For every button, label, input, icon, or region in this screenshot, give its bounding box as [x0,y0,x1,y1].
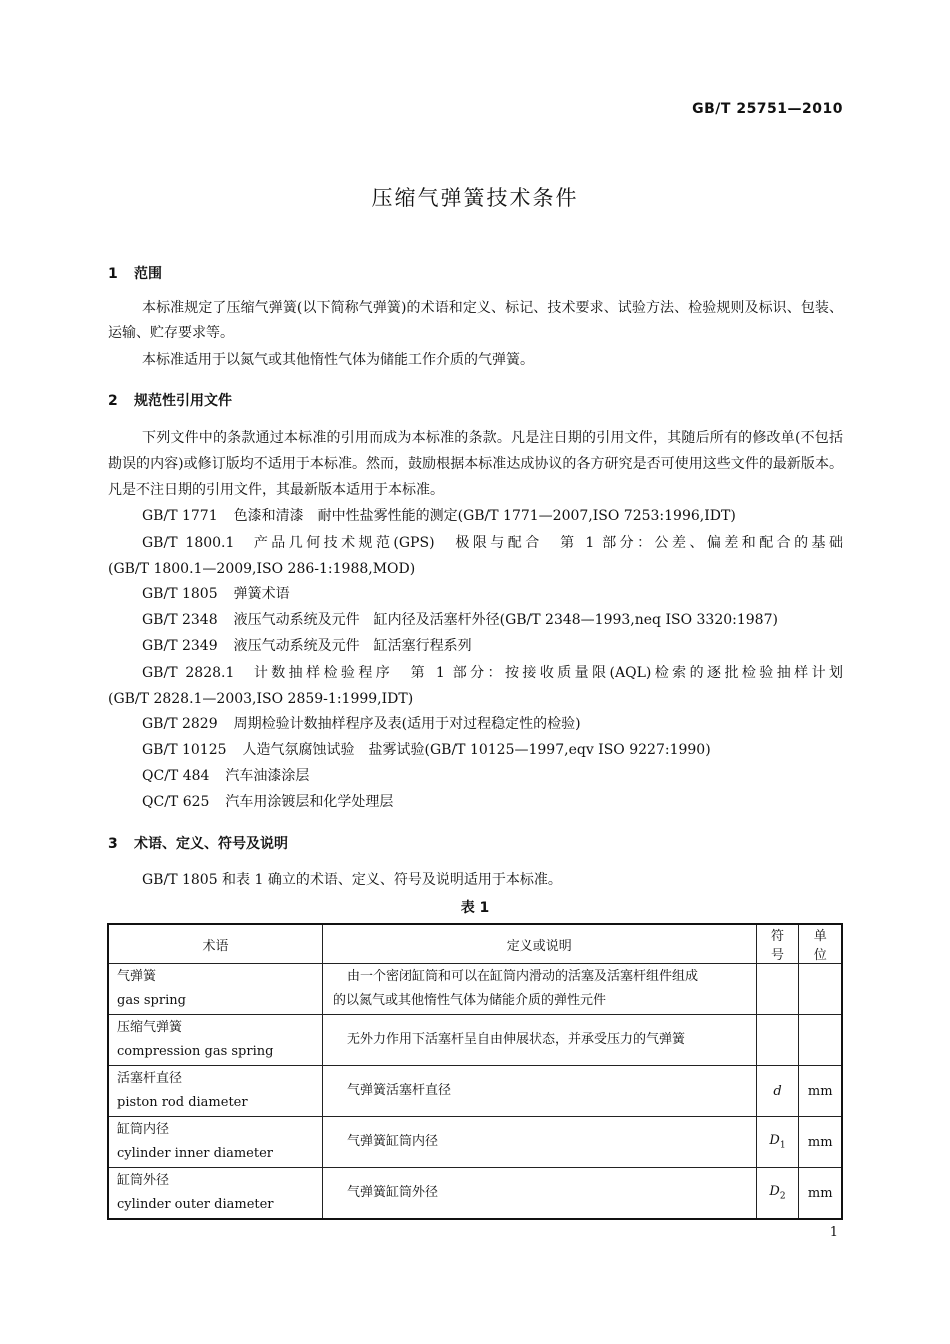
table-row [108,1168,842,1220]
section-2-heading [108,390,232,410]
definition-line: 的以氮气或其他惰性气体为储能介质的弹性元件 [333,993,607,1008]
term-english: cylinder outer diameter [117,1197,274,1212]
symbol-cell [756,1015,799,1066]
section-title: 术语、定义、符号及说明 [134,836,288,852]
term-english: compression gas spring [117,1044,274,1059]
reference-code: GB/T 1771 [142,508,218,524]
term-chinese: 压缩气弹簧 [117,1020,183,1035]
reference-continuation: (GB/T 1800.1—2009,ISO 286-1:1988,MOD) [108,561,416,577]
reference-title: 弹簧术语 [233,586,290,602]
section-2-paragraph-1: 下列文件中的条款通过本标准的引用而成为本标准的条款。凡是注日期的引用文件，其随后所有的修改单(不包括勘误的内容)或修订版均不适用于本标准。然而，鼓励根据本标准达成协议的各方研究是否可使用这些文件的最新版本。凡是不注日期的引用文件，其最新版本适用于本标准。 [108,430,843,498]
reference-title: 汽车油漆涂层 [225,768,310,784]
definition-cell [323,1015,756,1066]
term-chinese: 缸筒外径 [117,1173,170,1188]
section-3-paragraph-1: GB/T 1805 和表 1 确立的术语、定义、符号及说明适用于本标准。 [142,872,562,888]
standard-code: GB/T 25751—2010 [692,101,843,117]
table-row [108,1015,842,1066]
section-1-heading [108,263,162,283]
symbol-cell [756,1168,799,1220]
section-1-paragraph-1: 本标准规定了压缩气弹簧(以下简称气弹簧)的术语和定义、标记、技术要求、试验方法、检验规则及标识、包装、运输、贮存要求等。 [108,300,843,341]
term-english: cylinder inner diameter [117,1146,273,1161]
definition-cell [323,964,756,1015]
term-cell [108,964,323,1015]
section-number: 1 [108,266,118,282]
unit-cell [799,1015,842,1066]
table-row [108,1066,842,1117]
symbol-subscript: 1 [779,1140,786,1151]
definition-cell [323,1117,756,1168]
symbol: d [773,1083,782,1099]
reference-title: 产品几何技术规范(GPS) 极限与配合 第 1 部分：公差、偏差和配合的基础 [250,535,843,551]
definition-cell [323,1066,756,1117]
term-chinese: 气弹簧 [117,969,157,984]
term-chinese: 活塞杆直径 [117,1071,183,1086]
term-english: gas spring [117,993,186,1008]
reference-item [142,504,736,529]
term-cell [108,1117,323,1168]
terms-table [107,923,843,1220]
reference-item [142,790,393,815]
term-english: piston rod diameter [117,1095,248,1110]
reference-item [142,764,309,789]
table-row [108,964,842,1015]
reference-item [142,608,778,633]
symbol-cell [756,964,799,1015]
unit-cell: mm [799,1168,842,1220]
definition-line: 气弹簧活塞杆直径 [347,1083,452,1098]
reference-code: GB/T 2349 [142,638,218,654]
table-header-row [108,924,842,964]
reference-title: 计数抽样检验程序 第 1 部分：按接收质量限(AQL)检索的逐批检验抽样计划 [250,665,843,681]
section-3-heading [108,833,288,853]
reference-code: GB/T 1805 [142,586,218,602]
symbol: D [769,1184,780,1200]
column-header: 定义或说明 [323,924,756,964]
section-title: 规范性引用文件 [134,393,232,409]
symbol-cell [756,1117,799,1168]
definition-line: 气弹簧缸筒外径 [347,1185,439,1200]
reference-title: 液压气动系统及元件 缸活塞行程系列 [233,638,472,654]
unit-cell: mm [799,1117,842,1168]
definition-line: 气弹簧缸筒内径 [347,1134,439,1149]
reference-item [142,738,711,763]
table-row [108,1117,842,1168]
section-title: 范围 [134,266,162,282]
unit-cell [799,964,842,1015]
definition-cell [323,1168,756,1220]
section-number: 3 [108,836,118,852]
reference-code: GB/T 10125 [142,742,227,758]
term-cell [108,1168,323,1220]
document-title: 压缩气弹簧技术条件 [371,186,579,210]
definition-line: 无外力作用下活塞杆呈自由伸展状态，并承受压力的气弹簧 [347,1032,686,1047]
section-1-paragraph-2: 本标准适用于以氮气或其他惰性气体为储能工作介质的气弹簧。 [142,352,534,368]
reference-item [108,530,843,582]
column-header: 符号 [756,924,799,964]
symbol-subscript: 2 [779,1191,786,1202]
reference-code: GB/T 2829 [142,716,218,732]
reference-title: 人造气氛腐蚀试验 盐雾试验(GB/T 10125—1997,eqv ISO 9227:1990) [242,742,711,758]
reference-item [142,634,472,659]
unit-cell: mm [799,1066,842,1117]
reference-item [108,660,843,712]
symbol: D [769,1133,780,1149]
reference-code: GB/T 2828.1 [142,665,235,681]
reference-code: GB/T 1800.1 [142,535,235,551]
term-cell [108,1015,323,1066]
reference-item [142,582,290,607]
column-header: 术语 [108,924,323,964]
table-caption: 表 1 [460,900,490,916]
reference-title: 周期检验计数抽样程序及表(适用于对过程稳定性的检验) [233,716,581,732]
term-cell [108,1066,323,1117]
reference-title: 色漆和清漆 耐中性盐雾性能的测定(GB/T 1771—2007,ISO 7253:1996,IDT) [233,508,736,524]
section-number: 2 [108,393,118,409]
reference-code: QC/T 484 [142,768,210,784]
reference-code: QC/T 625 [142,794,210,810]
reference-item [142,712,581,737]
reference-title: 汽车用涂镀层和化学处理层 [225,794,394,810]
page-number: 1 [829,1225,838,1240]
reference-continuation: (GB/T 2828.1—2003,ISO 2859-1:1999,IDT) [108,691,414,707]
reference-code: GB/T 2348 [142,612,218,628]
reference-title: 液压气动系统及元件 缸内径及活塞杆外径(GB/T 2348—1993,neq ISO 3320:1987) [233,612,778,628]
term-chinese: 缸筒内径 [117,1122,170,1137]
column-header: 单位 [799,924,842,964]
definition-line: 由一个密闭缸筒和可以在缸筒内滑动的活塞及活塞杆组件组成 [347,969,699,984]
symbol-cell [756,1066,799,1117]
